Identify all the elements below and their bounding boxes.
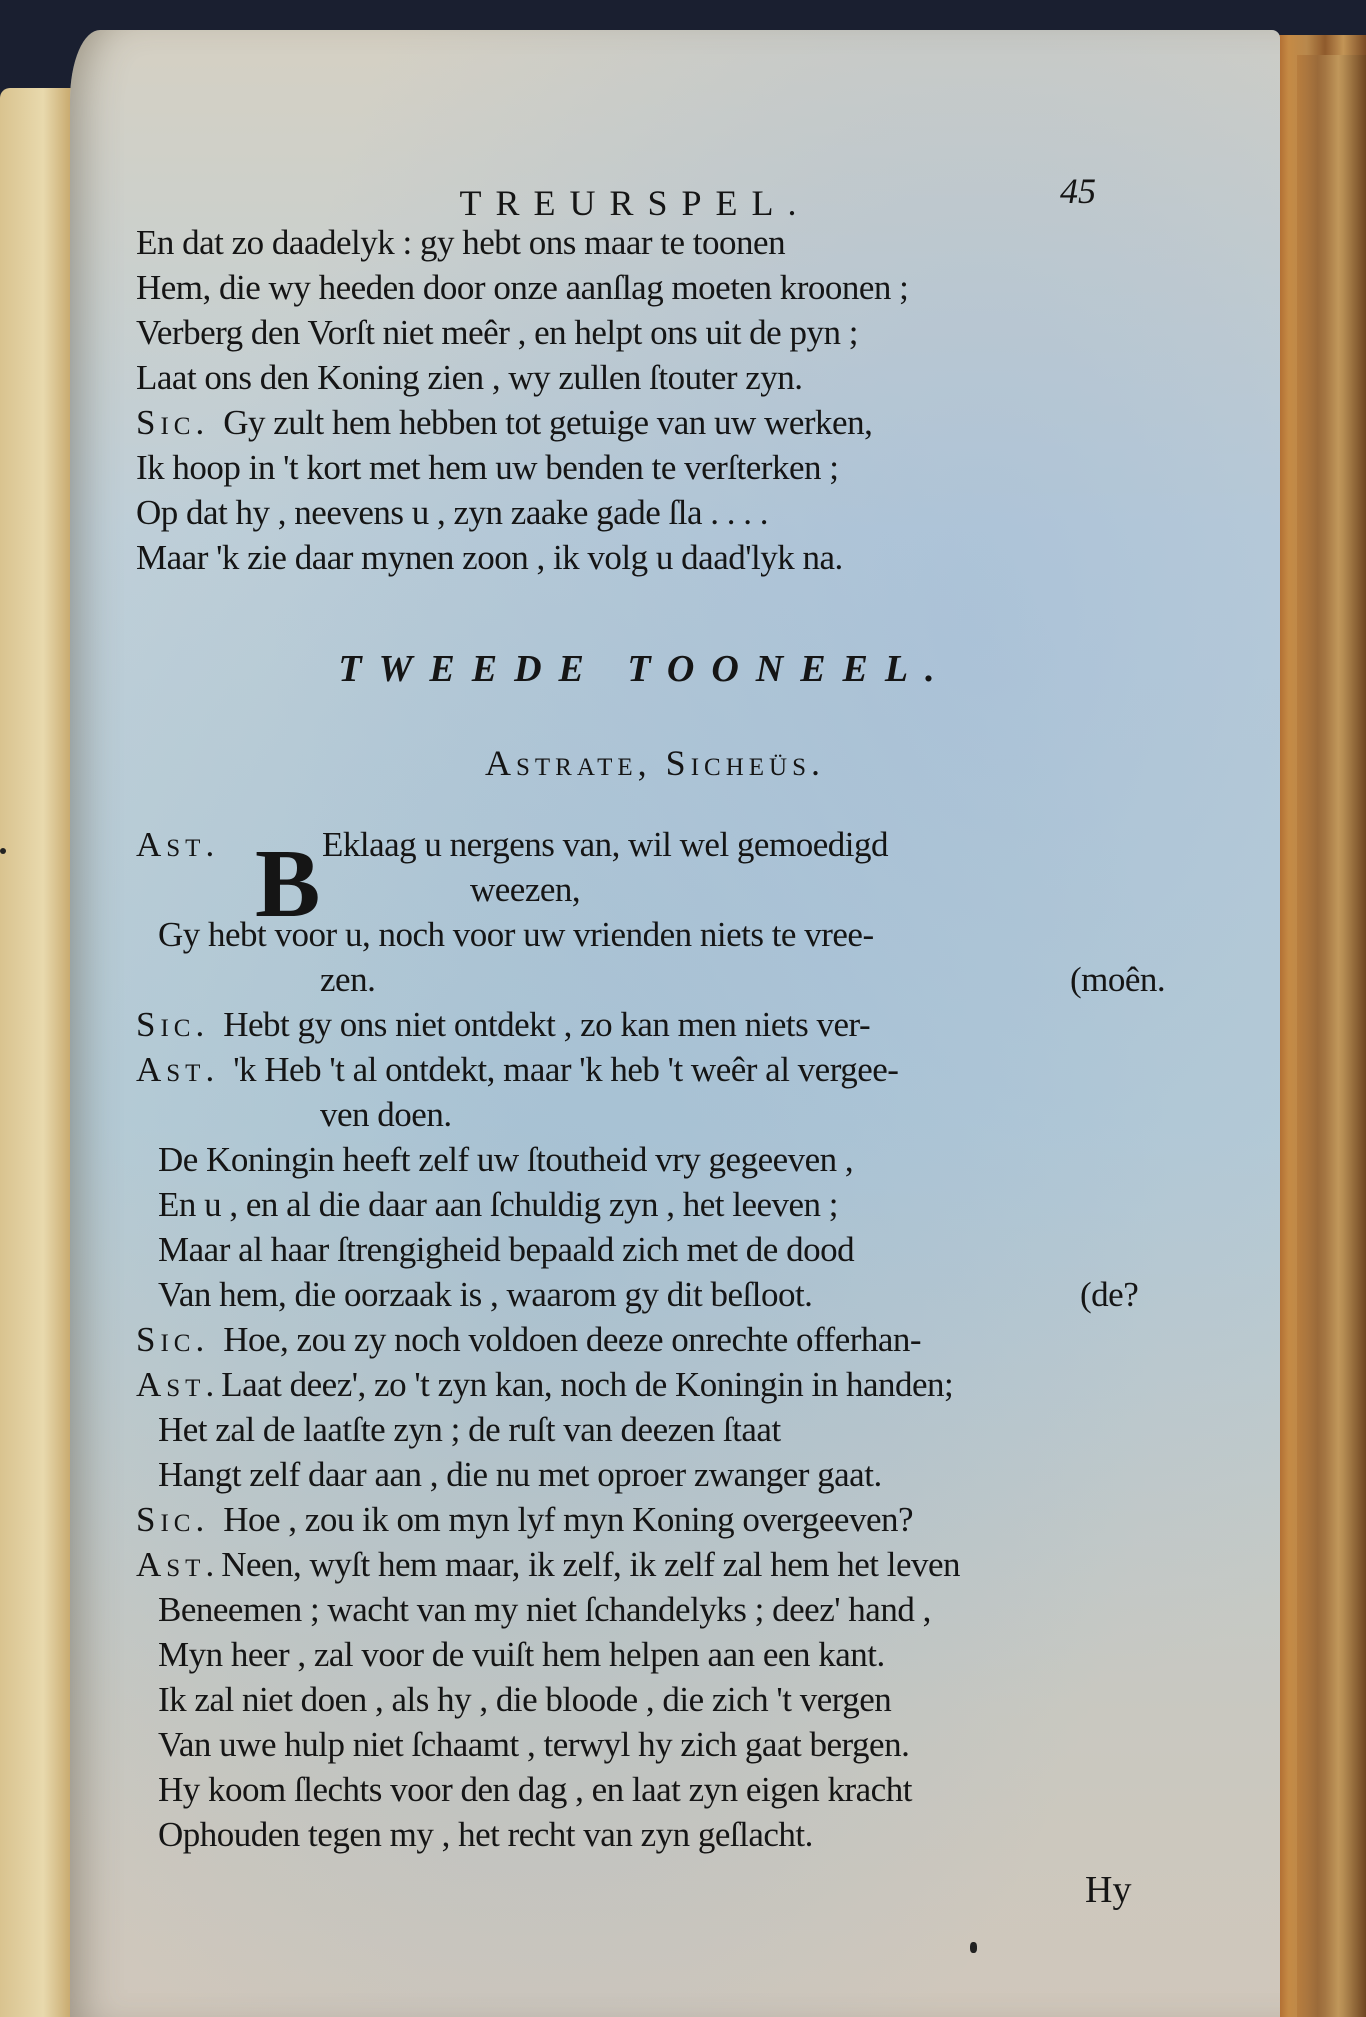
speaker-label: Sic.	[136, 1320, 210, 1359]
speaker-label: Ast.	[136, 1365, 220, 1404]
verse-line-sic	[136, 1497, 913, 1542]
running-head-text: TREURSPEL.	[459, 183, 811, 223]
verse-line: Maar 'k zie daar mynen zoon , ik volg u daad'lyk na.	[136, 538, 843, 577]
catchword: Hy	[1085, 1869, 1132, 1911]
scene-title	[70, 647, 1280, 691]
page-number: 45	[1060, 171, 1096, 211]
speaker-label: Sic.	[136, 1500, 210, 1539]
verse-text: Gy zult hem hebben tot getuige van uw werken,	[223, 403, 873, 442]
verse-line: Myn heer , zal voor de vuiſt hem helpen aan een kant.	[158, 1635, 885, 1674]
turnover-text: (moên.	[1070, 960, 1166, 999]
verse-text: Laat deez', zo 't zyn kan, noch de Koningin in handen;	[221, 1365, 954, 1404]
verse-line: En dat zo daadelyk : gy hebt ons maar te toonen	[136, 223, 786, 262]
verse-text: Hebt gy ons niet ontdekt , zo kan men niets ver-	[223, 1005, 871, 1044]
verse-line: Hem, die wy heeden door onze aanſlag moeten kroonen ;	[136, 268, 909, 307]
verse-text-cont: weezen,	[470, 870, 581, 909]
verse-line: Maar al haar ſtrengigheid bepaald zich met de dood	[158, 1230, 855, 1269]
speaker-label: Ast.	[136, 1545, 220, 1584]
verse-line: Hy koom ſlechts voor den dag , en laat zyn eigen kracht	[158, 1770, 912, 1809]
book-page	[70, 30, 1280, 2017]
verse-line-ast	[136, 1047, 898, 1092]
verse-text: Hoe , zou ik om myn lyf myn Koning overgeeven?	[223, 1500, 914, 1539]
verse-line: Ik zal niet doen , als hy , die bloode , die zich 't vergen	[158, 1680, 892, 1719]
verse-line: Beneemen ; wacht van my niet ſchandelyks ; deez' hand ,	[158, 1590, 931, 1629]
speaker-label: Sic.	[136, 403, 210, 442]
verse-line-sic	[136, 1002, 870, 1047]
verse-text: Neen, wyſt hem maar, ik zelf, ik zelf zal hem het leven	[221, 1545, 961, 1584]
verse-line: Ophouden tegen my , het recht van zyn geſlacht.	[158, 1815, 813, 1854]
scene-characters-text: Astrate, Sicheüs.	[485, 743, 825, 783]
verse-line-ast	[136, 822, 233, 867]
speaker-label: Sic.	[136, 1005, 210, 1044]
verse-line: Van uwe hulp niet ſchaamt , terwyl hy zich gaat bergen.	[158, 1725, 910, 1764]
verse-line: Gy hebt voor u, noch voor uw vrienden niets te vree-	[158, 915, 874, 954]
verse-line: De Koningin heeft zelf uw ſtoutheid vry gegeeven ,	[158, 1140, 854, 1179]
verse-line: Laat ons den Koning zien , wy zullen ſtouter zyn.	[136, 358, 803, 397]
drop-cap: B	[255, 830, 321, 938]
verse-line: En u , en al die daar aan ſchuldig zyn , het leeven ;	[158, 1185, 839, 1224]
verse-text: Hoe, zou zy noch voldoen deeze onrechte offerhan-	[223, 1320, 922, 1359]
turnover-text: (de?	[1080, 1275, 1139, 1314]
verse-line: Op dat hy , neevens u , zyn zaake gade ſla . . . .	[136, 493, 768, 532]
verse-line-sic	[136, 400, 872, 445]
verse-line: Ik hoop in 't kort met hem uw benden te verſterken ;	[136, 448, 839, 487]
verse-text: 'k Heb 't al ontdekt, maar 'k heb 't weêr al vergee-	[233, 1050, 899, 1089]
verse-line-ast	[136, 1542, 960, 1587]
verse-line-ast	[136, 1362, 953, 1407]
speaker-label: Ast.	[136, 1050, 220, 1089]
scene-title-text: TWEEDE TOONEEL.	[338, 648, 952, 690]
verse-text: Eklaag u nergens van, wil wel gemoedigd	[322, 825, 888, 864]
verse-text-cont: zen.	[320, 960, 376, 999]
verse-line: Het zal de laatſte zyn ; de ruſt van deezen ſtaat	[158, 1410, 781, 1449]
scene-characters	[70, 742, 1280, 784]
ink-mark	[0, 848, 6, 854]
verse-line-sic	[136, 1317, 921, 1362]
verse-line: Hangt zelf daar aan , die nu met oproer zwanger gaat.	[158, 1455, 882, 1494]
verse-line: Van hem, die oorzaak is , waarom gy dit beſloot.	[158, 1275, 813, 1314]
verse-text-cont: ven doen.	[320, 1095, 452, 1134]
running-head	[70, 182, 1280, 224]
ink-speck	[970, 1942, 977, 1953]
speaker-label: Ast.	[136, 825, 220, 864]
book-cover-edge	[1297, 55, 1366, 2017]
facing-page-edge	[0, 88, 72, 2017]
verse-line: Verberg den Vorſt niet meêr , en helpt ons uit de pyn ;	[136, 313, 858, 352]
